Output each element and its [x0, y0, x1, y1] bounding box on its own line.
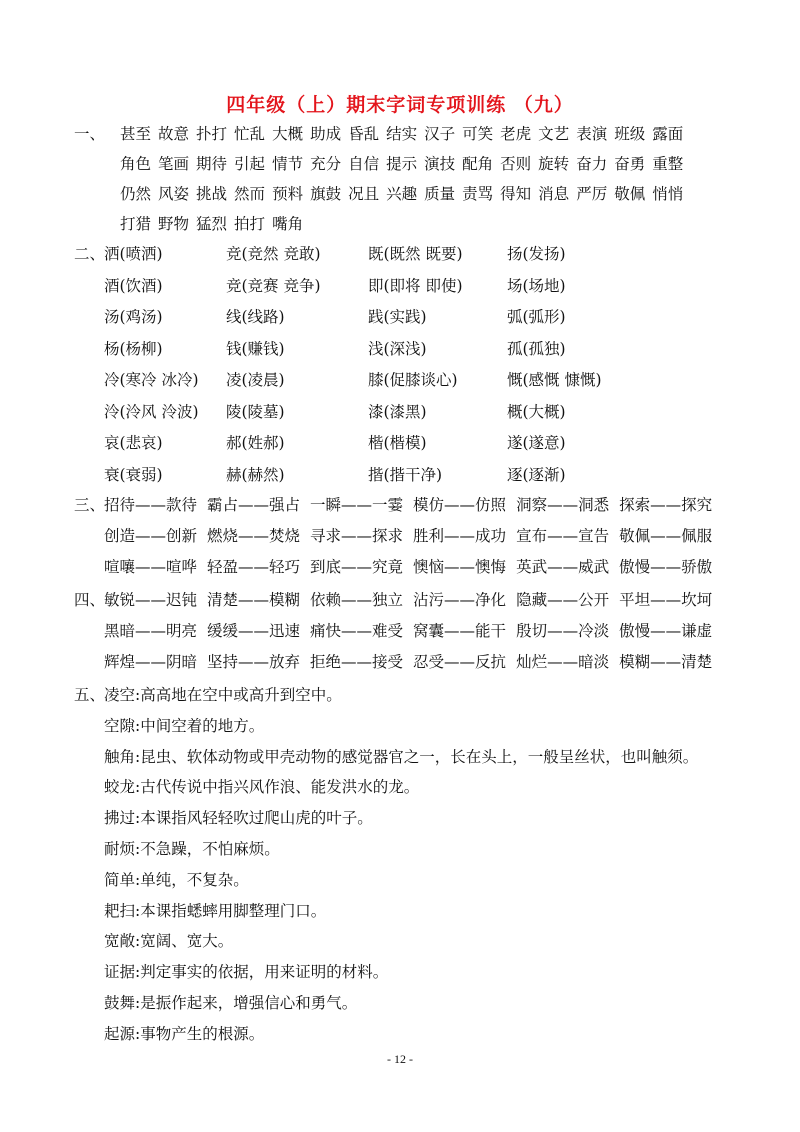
page-number: - 12 -	[387, 1052, 413, 1066]
word: 班级	[614, 125, 646, 143]
word: 忙乱	[234, 125, 266, 143]
definition-text: 不急躁，不怕麻烦。	[140, 840, 280, 858]
character-group: 竞(竞然 竞敢)	[226, 245, 321, 263]
character-group: 洒(喷洒)	[104, 245, 163, 263]
word: 悄悄	[652, 185, 684, 203]
word-pair: 寻求——探求	[310, 527, 404, 545]
word: 大概	[272, 125, 304, 143]
word-pair: 敬佩——佩服	[619, 527, 713, 545]
character-group: 揩(揩干净)	[368, 465, 443, 484]
definition-line	[104, 929, 233, 951]
definition-line	[104, 899, 326, 921]
definition-line	[104, 991, 357, 1013]
word-pair: 清楚——模糊	[207, 591, 301, 609]
word: 汉子	[424, 125, 456, 143]
word-pair: 到底——究竟	[310, 558, 404, 576]
colon: :	[135, 716, 141, 735]
definition-term: 耙扫	[104, 901, 136, 920]
word-pair: 灿烂——暗淡	[516, 653, 610, 671]
section-number: 一、	[74, 125, 106, 143]
section-number: 三、	[74, 496, 106, 514]
word: 引起	[234, 155, 266, 173]
word: 可笑	[462, 125, 494, 143]
word: 旋转	[538, 155, 570, 173]
word: 敬佩	[614, 185, 646, 203]
word: 得知	[500, 185, 532, 203]
definition-line	[104, 714, 264, 736]
character-group: 即(即将 即使)	[368, 276, 463, 295]
definition-text: 宽阔、宽大。	[140, 932, 234, 951]
word: 重整	[652, 155, 684, 173]
word-row	[120, 212, 310, 234]
word: 猛烈	[196, 215, 228, 233]
word-pair: 探索——探究	[619, 496, 713, 514]
word: 质量	[424, 185, 456, 203]
word: 奋勇	[614, 155, 646, 173]
word: 野物	[158, 215, 190, 233]
word: 预料	[272, 185, 304, 203]
definition-line	[104, 868, 249, 890]
word: 然而	[234, 185, 266, 203]
word: 况且	[348, 185, 380, 203]
word: 奋力	[576, 155, 608, 173]
definition-text: 本课指风轻轻吹过爬山虎的叶子。	[140, 809, 373, 828]
word-pair: 敏锐——迟钝	[104, 591, 198, 609]
character-group: 漆(漆黑)	[368, 402, 427, 421]
word: 故意	[158, 125, 190, 143]
definition-text: 是振作起来，增强信心和勇气。	[140, 994, 358, 1012]
word: 提示	[386, 155, 418, 173]
character-group: 衰(衰弱)	[104, 465, 163, 484]
word-pair: 忍受——反抗	[413, 653, 507, 671]
word: 甚至	[120, 125, 152, 143]
word-pair: 霸占——强占	[207, 496, 301, 514]
word-pair-row	[104, 619, 722, 641]
section-characters	[74, 242, 754, 492]
word: 拍打	[234, 215, 266, 233]
word: 助成	[310, 125, 342, 143]
definition-line	[104, 745, 698, 767]
word: 严厉	[576, 185, 608, 203]
word: 嘴角	[272, 215, 304, 233]
colon: :	[135, 1024, 141, 1043]
word: 消息	[538, 185, 570, 203]
word: 责骂	[462, 185, 494, 203]
definition-term: 触角	[104, 747, 136, 766]
definition-line	[104, 683, 342, 705]
definition-text: 事物产生的根源。	[140, 1024, 265, 1043]
character-group: 冷(寒冷 冰冷)	[104, 371, 199, 389]
character-group: 泠(泠风 泠波)	[104, 402, 199, 421]
word-pair: 洞察——洞悉	[516, 496, 610, 514]
character-group: 既(既然 既要)	[368, 245, 463, 263]
definition-term: 简单	[104, 870, 136, 889]
word-pair: 辉煌——阴暗	[104, 653, 198, 671]
character-group: 线(线路)	[226, 308, 285, 326]
word: 情节	[272, 155, 304, 173]
word-row	[120, 152, 690, 174]
word-pair: 英武——威武	[516, 558, 610, 576]
section-number: 二、	[74, 245, 106, 263]
word: 演技	[424, 155, 456, 173]
colon: :	[135, 870, 141, 889]
character-group: 概(大概)	[507, 402, 566, 421]
word: 昏乱	[348, 125, 380, 143]
word-pair: 依赖——独立	[310, 591, 404, 609]
definition-text: 单纯，不复杂。	[140, 870, 249, 889]
definition-term: 证据	[104, 963, 136, 982]
character-group: 浅(深浅)	[368, 339, 427, 358]
word: 仍然	[120, 185, 152, 203]
word-pair-row	[104, 588, 722, 610]
word: 兴趣	[386, 185, 418, 203]
word-row	[120, 122, 690, 144]
word: 旗鼓	[310, 185, 342, 203]
word: 结实	[386, 125, 418, 143]
word-pair-row	[104, 524, 722, 546]
character-group: 逐(逐渐)	[507, 465, 566, 484]
colon: :	[135, 963, 141, 982]
word-pair: 平坦——坎坷	[619, 591, 713, 609]
word-pair: 轻盈——轻巧	[207, 558, 301, 576]
definition-text: 昆虫、软体动物或甲壳动物的感觉器官之一，长在头上，一般呈丝状，也叫触须。	[140, 747, 699, 766]
definition-text: 本课指蟋蟀用脚整理门口。	[140, 901, 327, 920]
word: 老虎	[500, 125, 532, 143]
section-antonyms	[74, 588, 754, 688]
definition-text: 判定事实的依据，用来证明的材料。	[140, 963, 389, 982]
character-group: 杨(杨柳)	[104, 339, 163, 358]
definition-line	[104, 806, 373, 828]
word-pair: 懊恼——懊悔	[413, 558, 507, 576]
colon: :	[135, 932, 141, 951]
character-group: 钱(赚钱)	[226, 339, 285, 358]
word-pair-row	[104, 493, 722, 515]
colon: :	[135, 994, 141, 1012]
word: 自信	[348, 155, 380, 173]
character-group: 赫(赫然)	[226, 465, 285, 484]
word: 打猎	[120, 215, 152, 233]
word: 充分	[310, 155, 342, 173]
word: 配角	[462, 155, 494, 173]
word-pair-row	[104, 650, 722, 672]
word: 期待	[196, 155, 228, 173]
word-pair: 痛快——难受	[310, 622, 404, 640]
definition-line	[104, 837, 280, 859]
section-synonyms	[74, 493, 754, 593]
colon: :	[135, 901, 141, 920]
colon: :	[135, 778, 141, 797]
character-group: 楷(楷模)	[368, 434, 427, 452]
word-pair: 招待——款待	[104, 496, 198, 514]
character-group: 酒(饮酒)	[104, 276, 163, 295]
word-pair: 宣布——宣告	[516, 527, 610, 545]
word-pair: 殷切——冷淡	[516, 622, 610, 640]
word: 扑打	[196, 125, 228, 143]
definition-text: 中间空着的地方。	[140, 716, 265, 735]
definition-term: 凌空	[104, 686, 136, 704]
page-title: 四年级（上）期末字词专项训练 （九）	[226, 94, 574, 116]
definition-text: 古代传说中指兴风作浪、能发洪水的龙。	[140, 778, 420, 797]
word-pair: 傲慢——骄傲	[619, 558, 713, 576]
word-pair: 坚持——放弃	[207, 653, 301, 671]
word: 露面	[652, 125, 684, 143]
character-group: 郝(姓郝)	[226, 434, 285, 452]
section-number: 五、	[74, 686, 106, 704]
word-pair: 窝囊——能干	[413, 622, 507, 640]
word-row	[120, 182, 690, 204]
definition-text: 高高地在空中或高升到空中。	[140, 686, 342, 704]
word-pair: 胜利——成功	[413, 527, 507, 545]
character-group: 竞(竞赛 竞争)	[226, 276, 321, 295]
definition-line	[104, 960, 388, 982]
word-pair: 黑暗——明亮	[104, 622, 198, 640]
word-pair: 沾污——净化	[413, 591, 507, 609]
character-group: 遂(遂意)	[507, 434, 566, 452]
character-group: 弧(弧形)	[507, 308, 566, 326]
definition-term: 宽敞	[104, 932, 136, 951]
word: 挑战	[196, 185, 228, 203]
definition-line	[104, 775, 419, 797]
word: 表演	[576, 125, 608, 143]
word-pair: 模仿——仿照	[413, 496, 507, 514]
definition-line	[104, 1022, 264, 1044]
colon: :	[135, 747, 141, 766]
word: 否则	[500, 155, 532, 173]
word-pair: 模糊——清楚	[619, 653, 713, 671]
character-group: 孤(孤独)	[507, 339, 566, 358]
word: 笔画	[158, 155, 190, 173]
character-group: 哀(悲哀)	[104, 434, 163, 452]
word-pair: 一瞬——一霎	[310, 496, 404, 514]
character-group: 扬(发扬)	[507, 245, 566, 263]
word: 风姿	[158, 185, 190, 203]
section-vocabulary	[74, 122, 754, 242]
definition-term: 起源	[104, 1024, 136, 1043]
definition-term: 拂过	[104, 809, 136, 828]
character-group: 陵(陵墓)	[226, 402, 285, 421]
word-pair: 创造——创新	[104, 527, 198, 545]
word: 角色	[120, 155, 152, 173]
definition-term: 耐烦	[104, 840, 136, 858]
character-group: 践(实践)	[368, 308, 427, 326]
word-pair: 傲慢——谦虚	[619, 622, 713, 640]
character-group: 慨(感慨 慷慨)	[507, 371, 602, 389]
colon: :	[135, 840, 141, 858]
section-number: 四、	[74, 591, 106, 609]
character-group: 汤(鸡汤)	[104, 308, 163, 326]
word-pair: 拒绝——接受	[310, 653, 404, 671]
word-pair-row	[104, 555, 722, 577]
definition-term: 蛟龙	[104, 778, 136, 797]
definition-term: 鼓舞	[104, 994, 136, 1012]
character-group: 场(场地)	[507, 276, 566, 295]
word: 文艺	[538, 125, 570, 143]
word-pair: 缓缓——迅速	[207, 622, 301, 640]
character-group: 凌(凌晨)	[226, 371, 285, 389]
section-definitions	[74, 683, 754, 1053]
colon: :	[135, 686, 141, 704]
colon: :	[135, 809, 141, 828]
character-group: 膝(促膝谈心)	[368, 371, 458, 389]
definition-term: 空隙	[104, 716, 136, 735]
word-pair: 燃烧——焚烧	[207, 527, 301, 545]
word-pair: 喧嚷——喧哗	[104, 558, 198, 576]
word-pair: 隐藏——公开	[516, 591, 610, 609]
